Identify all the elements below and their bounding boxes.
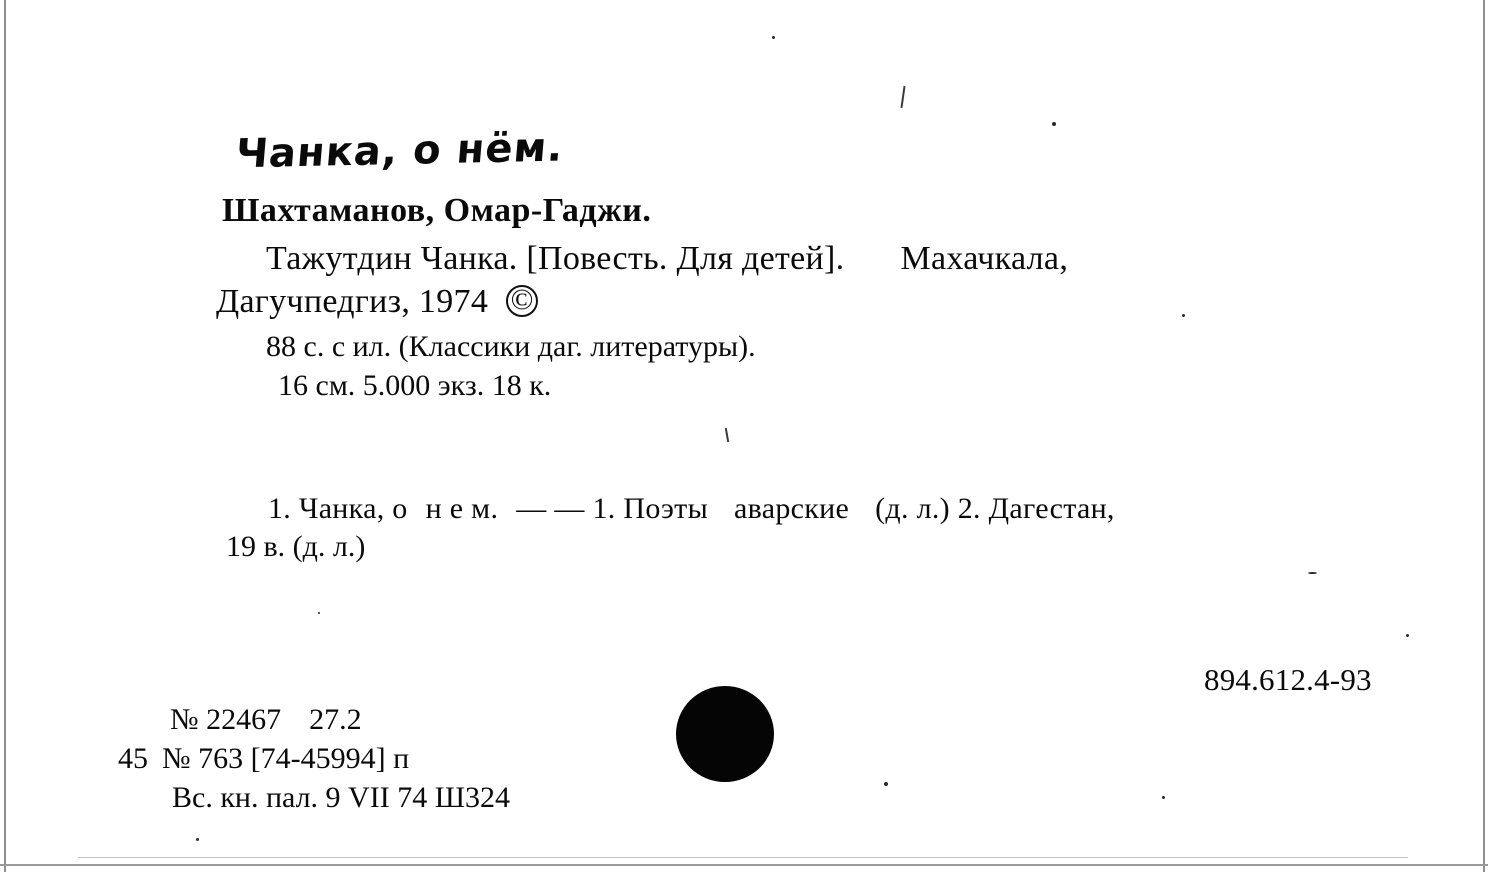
author-heading: Шахтаманов, Омар-Гаджи. xyxy=(222,192,652,229)
accession-number: № 22467 xyxy=(170,703,282,736)
tracings-line-1 xyxy=(268,492,1115,526)
classmark: 894.612.4-93 xyxy=(1204,662,1372,697)
card-edge-bottom xyxy=(0,864,1488,866)
tracing-subject-1d: аварские xyxy=(734,492,850,525)
ink-stamp-blob-icon xyxy=(676,686,774,782)
scan-speck xyxy=(1406,634,1409,637)
title-statement-line xyxy=(266,240,1068,278)
scan-speck xyxy=(1182,314,1185,317)
tracing-subject-1e: (д. л.) 2. Дагестан, xyxy=(875,492,1115,525)
accession-prefix-number: 45 xyxy=(118,742,148,775)
tracing-subject-1a: 1. Чанка, о xyxy=(268,492,408,525)
accession-line-1 xyxy=(170,703,362,737)
copyright-icon: © xyxy=(506,285,538,317)
scan-speck xyxy=(1052,122,1056,126)
collation-statement: 88 с. с ил. (Классики даг. литературы). xyxy=(266,330,756,363)
accession-date: 27.2 xyxy=(309,703,362,736)
card-edge-left xyxy=(4,0,6,872)
card-edge-bottom-secondary xyxy=(78,857,1408,858)
scan-speck xyxy=(884,782,888,786)
place-of-publication: Махачкала, xyxy=(900,240,1069,277)
card-edge-right xyxy=(1483,0,1485,872)
accession-line-3: Вс. кн. пал. 9 VII 74 Ш324 xyxy=(172,781,510,814)
publisher-year: Дагучпедгиз, 1974 xyxy=(216,283,489,320)
scan-speck xyxy=(1162,796,1165,799)
tracing-subject-1c: — — 1. Поэты xyxy=(516,492,709,525)
title-statement: Тажутдин Чанка. [Повесть. Для детей]. xyxy=(266,240,845,277)
scan-speck xyxy=(1308,572,1317,574)
scan-speck xyxy=(318,612,320,614)
tracings-line-2: 19 в. (д. л.) xyxy=(226,530,366,563)
scan-speck xyxy=(196,838,199,841)
accession-line-2 xyxy=(118,742,409,776)
scan-speck xyxy=(900,86,905,108)
imprint-line xyxy=(216,283,538,321)
physical-details: 16 см. 5.000 экз. 18 к. xyxy=(278,369,552,402)
scan-speck xyxy=(725,428,729,442)
tracing-subject-1b: н е м. xyxy=(425,492,499,525)
scan-speck xyxy=(772,36,775,39)
handwritten-heading: Чанка, о нём. xyxy=(233,124,566,178)
accession-order-number: № 763 [74-45994] п xyxy=(162,742,410,775)
